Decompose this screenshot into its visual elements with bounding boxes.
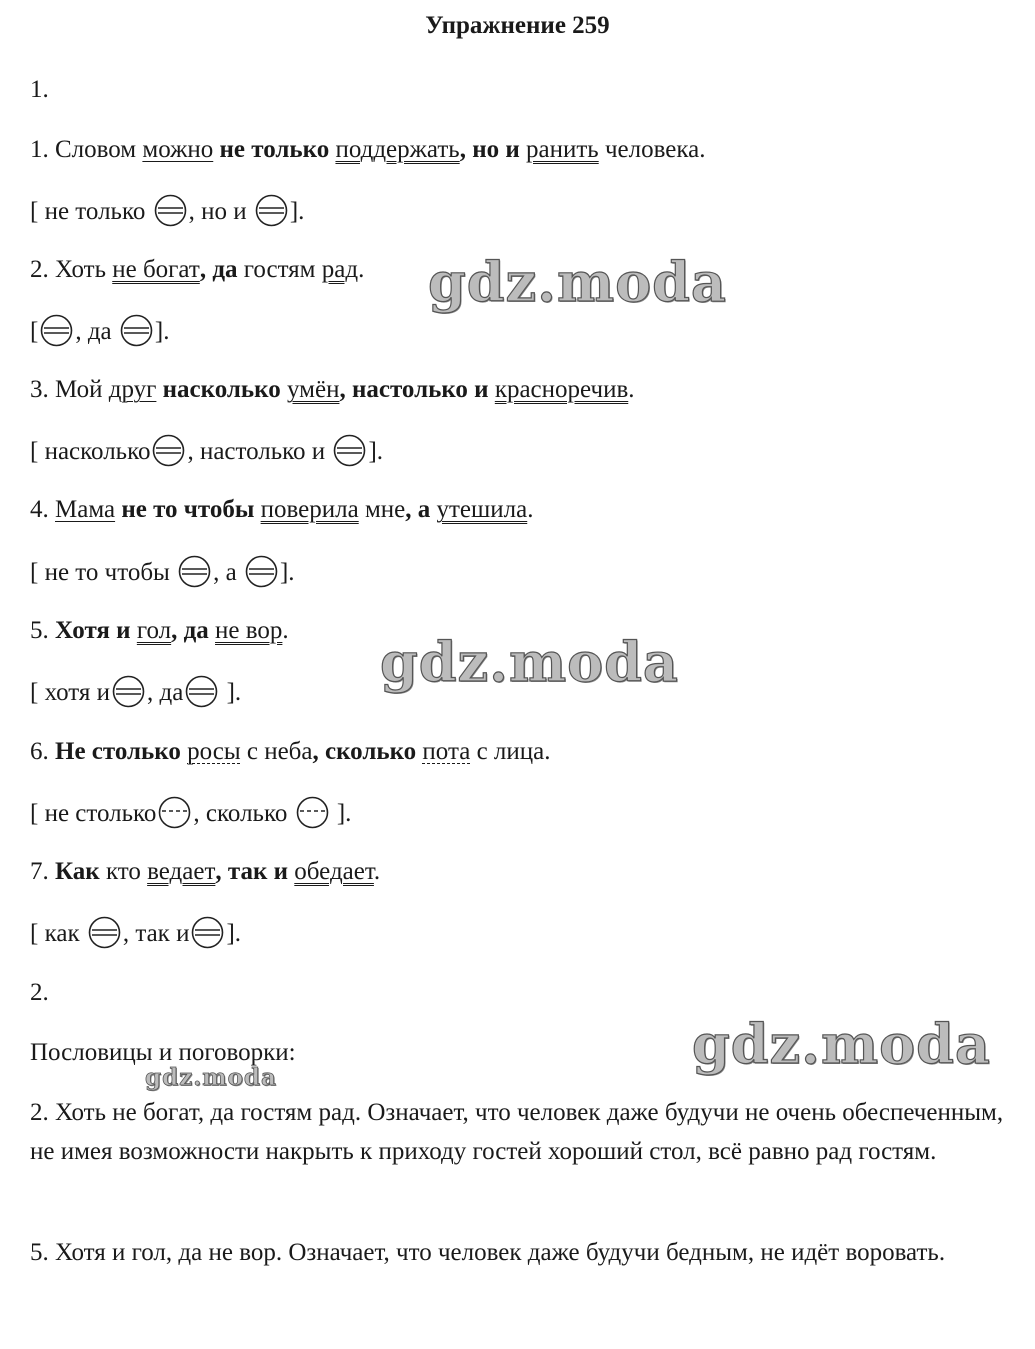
circle-double-line-icon bbox=[120, 314, 153, 347]
scheme-7: [ как , так и ]. bbox=[30, 916, 241, 950]
circle-double-line-icon bbox=[255, 194, 288, 227]
scheme-5: [ хотя и , да ]. bbox=[30, 675, 241, 709]
sentence-7: 7. Как кто ведает, так и обедает. bbox=[30, 858, 381, 885]
sentence-2: 2. Хоть не богат, да гостям рад. bbox=[30, 256, 365, 283]
circle-double-line-icon bbox=[185, 675, 218, 708]
circle-double-line-icon bbox=[191, 916, 224, 949]
scheme-4: [ не то чтобы , а ]. bbox=[30, 555, 295, 589]
scheme-2: [ , да ]. bbox=[30, 314, 169, 348]
scheme-6: [ не столько , сколько ]. bbox=[30, 796, 351, 830]
sentence-3: 3. Мой друг насколько умён, настолько и красноречив. bbox=[30, 376, 635, 403]
watermark-logo: gdz.moda bbox=[428, 250, 727, 314]
circle-dashed-line-icon bbox=[296, 796, 329, 829]
proverb-explanation-2: 5. Хотя и гол, да не вор. Означает, что человек даже будучи бедным, не идёт воровать. bbox=[30, 1239, 946, 1266]
circle-double-line-icon bbox=[88, 916, 121, 949]
circle-double-line-icon bbox=[112, 675, 145, 708]
part-1-label: 1. bbox=[30, 76, 49, 103]
proverbs-heading: Пословицы и поговорки: bbox=[30, 1039, 296, 1066]
proverb-explanation-1: 2. Хоть не богат, да гостям рад. Означает, что человек даже будучи не очень обеспеченным, не имея возможности накрыть к приходу гостей хороший стол, всё равно рад гостям. bbox=[30, 1099, 1004, 1165]
watermark-logo: gdz.moda bbox=[380, 630, 679, 694]
sentence-5: 5. Хотя и гол, да не вор. bbox=[30, 617, 289, 644]
circle-double-line-icon bbox=[333, 434, 366, 467]
scheme-1: [ не только , но и ]. bbox=[30, 194, 304, 228]
watermark-logo-small: gdz.moda bbox=[145, 1064, 277, 1091]
page-title: Упражнение 259 bbox=[425, 12, 610, 39]
sentence-1: 1. Словом можно не только поддержать, но и ранить человека. bbox=[30, 136, 706, 163]
circle-double-line-icon bbox=[154, 194, 187, 227]
circle-double-line-icon bbox=[245, 555, 278, 588]
circle-double-line-icon bbox=[40, 314, 73, 347]
circle-double-line-icon bbox=[178, 555, 211, 588]
sentence-4: 4. Мама не то чтобы поверила мне, а утешила. bbox=[30, 496, 534, 523]
watermark-logo: gdz.moda bbox=[692, 1012, 991, 1076]
sentence-6: 6. Не столько росы с неба, сколько пота с лица. bbox=[30, 738, 551, 765]
part-2-label: 2. bbox=[30, 979, 49, 1006]
scheme-3: [ насколько , настолько и ]. bbox=[30, 434, 383, 468]
circle-double-line-icon bbox=[152, 434, 185, 467]
circle-dashed-line-icon bbox=[158, 796, 191, 829]
